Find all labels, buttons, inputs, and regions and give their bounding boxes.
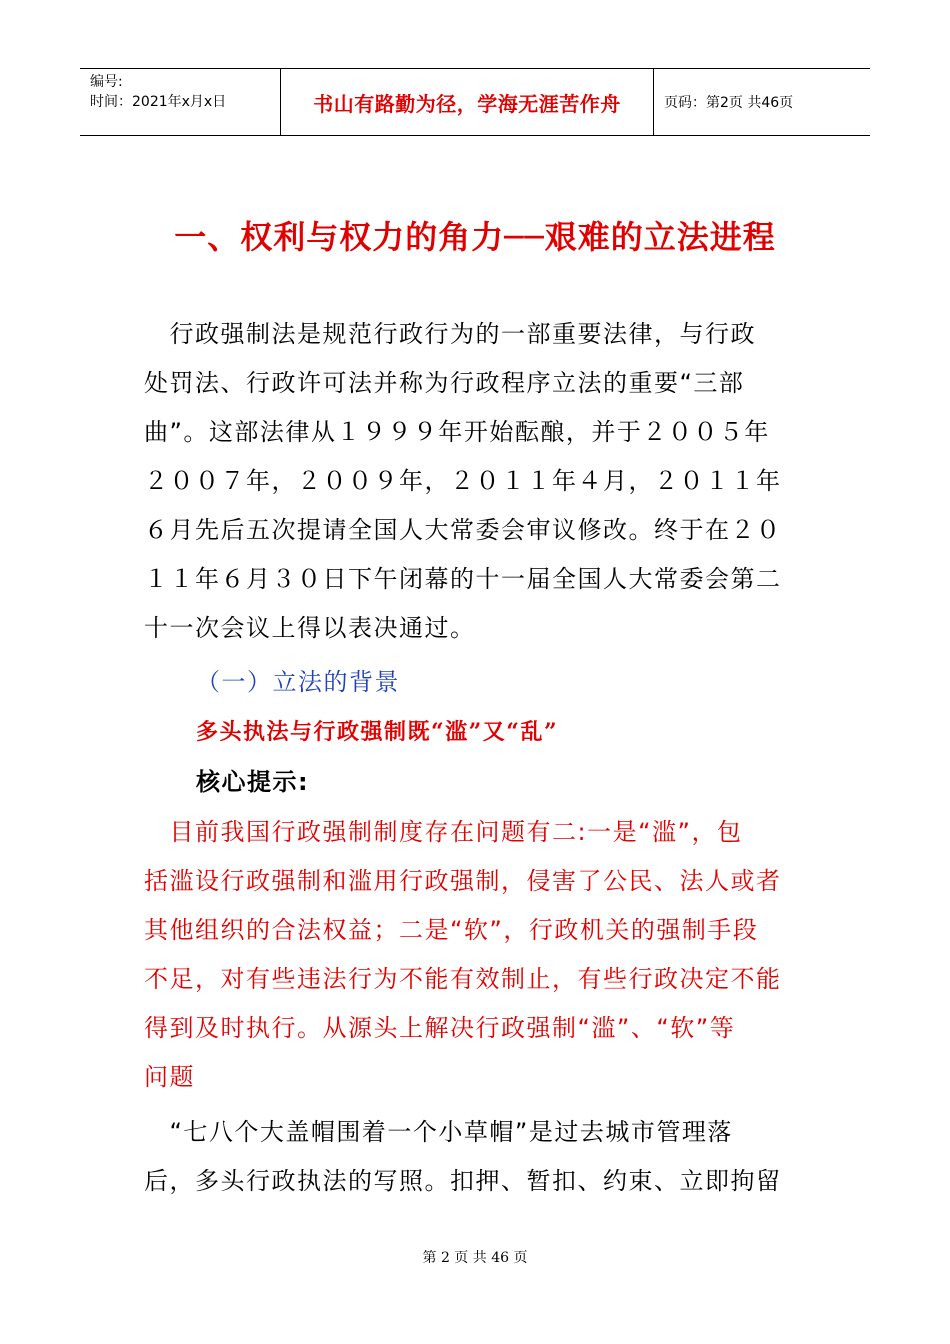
core-paragraph: [144, 808, 808, 1102]
subheading: 多头执法与行政强制既“滥”又“乱”: [196, 719, 559, 745]
body-paragraph: [144, 1108, 808, 1206]
paragraph-line: 其他组织的合法权益；二是“软”，行政机关的强制手段: [144, 916, 759, 944]
paragraph-line: １１年６月３０日下午闭幕的十一届全国人大常委会第二: [144, 565, 782, 593]
paragraph-line: ６月先后五次提请全国人大常委会审议修改。终于在２０: [144, 516, 782, 544]
paragraph-line: 后，多头行政执法的写照。扣押、暂扣、约束、立即拘留: [144, 1167, 782, 1195]
document-number-label: 编号:: [90, 74, 123, 90]
intro-paragraph: [144, 310, 808, 653]
header-motto: 书山有路勤为径，学海无涯苦作舟: [313, 91, 621, 116]
paragraph-line: 括滥设行政强制和滥用行政强制，侵害了公民、法人或者: [144, 867, 782, 895]
paragraph-line: 目前我国行政强制制度存在问题有二:一是“滥”，包: [144, 818, 743, 846]
paragraph-line: 处罚法、行政许可法并称为行政程序立法的重要“三部: [144, 369, 745, 397]
header-page-info-cell: [654, 69, 870, 135]
page-footer: 第 2 页 共 46 页: [422, 1250, 528, 1266]
paragraph-line: ２００７年，２００９年，２０１１年４月，２０１１年: [144, 467, 782, 495]
header-motto-cell: [281, 69, 654, 135]
header-meta: [80, 69, 281, 135]
paragraph-line: 得到及时执行。从源头上解决行政强制“滥”、“软”等: [144, 1014, 736, 1042]
page-header: [80, 68, 870, 136]
section-heading: （一）立法的背景: [196, 668, 400, 696]
paragraph-line: 曲”。这部法律从１９９９年开始酝酿，并于２００５年: [144, 418, 770, 446]
paragraph-line: 十一次会议上得以表决通过。: [144, 614, 476, 642]
paragraph-line: 不足，对有些违法行为不能有效制止，有些行政决定不能: [144, 965, 782, 993]
paragraph-line: 问题: [144, 1063, 195, 1091]
paragraph-line: 行政强制法是规范行政行为的一部重要法律，与行政: [144, 320, 756, 348]
core-label: 核心提示:: [196, 768, 310, 796]
document-time: 时间：2021年x月x日: [90, 94, 227, 110]
paragraph-line: “七八个大盖帽围着一个小草帽”是过去城市管理落: [144, 1118, 733, 1146]
header-page-info: 页码：第2页 共46页: [664, 95, 794, 111]
chapter-title: 一、权利与权力的角力──艰难的立法进程: [174, 218, 776, 256]
